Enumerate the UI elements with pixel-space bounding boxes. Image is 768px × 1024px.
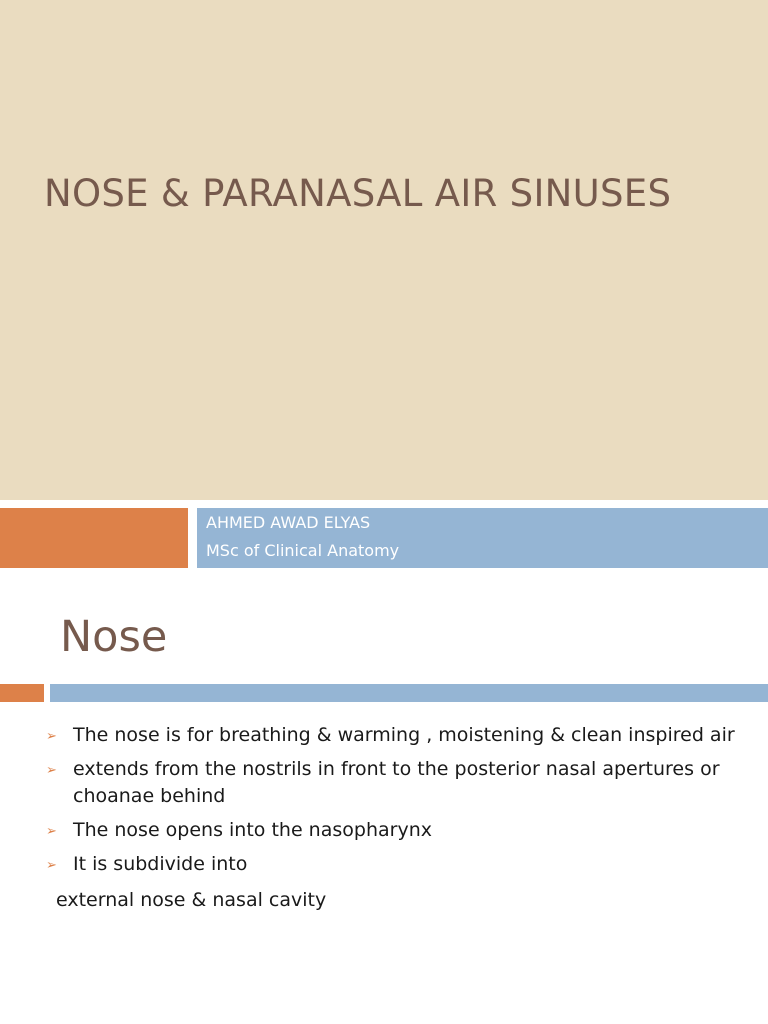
author-credential: MSc of Clinical Anatomy <box>206 541 400 560</box>
orange-divider-bar <box>0 684 44 702</box>
bullet-list <box>0 722 768 885</box>
arrow-bullet-icon: ➢ <box>46 729 57 744</box>
list-item-text: It is subdivide into <box>73 853 248 875</box>
content-slide-heading: Nose <box>60 612 168 662</box>
list-item <box>0 817 768 844</box>
list-item-text: The nose is for breathing & warming , moistening & clean inspired air <box>73 724 735 746</box>
arrow-bullet-icon: ➢ <box>46 763 57 778</box>
title-slide-background <box>0 0 768 500</box>
subdivision-text: external nose & nasal cavity <box>56 889 327 911</box>
list-item-text: extends from the nostrils in front to the posterior nasal apertures or choanae behind <box>73 758 720 807</box>
title-slide-heading: NOSE & PARANASAL AIR SINUSES <box>44 172 672 215</box>
list-item <box>0 722 768 749</box>
list-item-text: The nose opens into the nasopharynx <box>73 819 432 841</box>
arrow-bullet-icon: ➢ <box>46 824 57 839</box>
list-item <box>0 756 768 810</box>
list-item <box>0 851 768 878</box>
author-name: AHMED AWAD ELYAS <box>206 513 371 532</box>
blue-divider-bar <box>50 684 768 702</box>
arrow-bullet-icon: ➢ <box>46 858 57 873</box>
orange-accent-bar <box>0 508 188 568</box>
